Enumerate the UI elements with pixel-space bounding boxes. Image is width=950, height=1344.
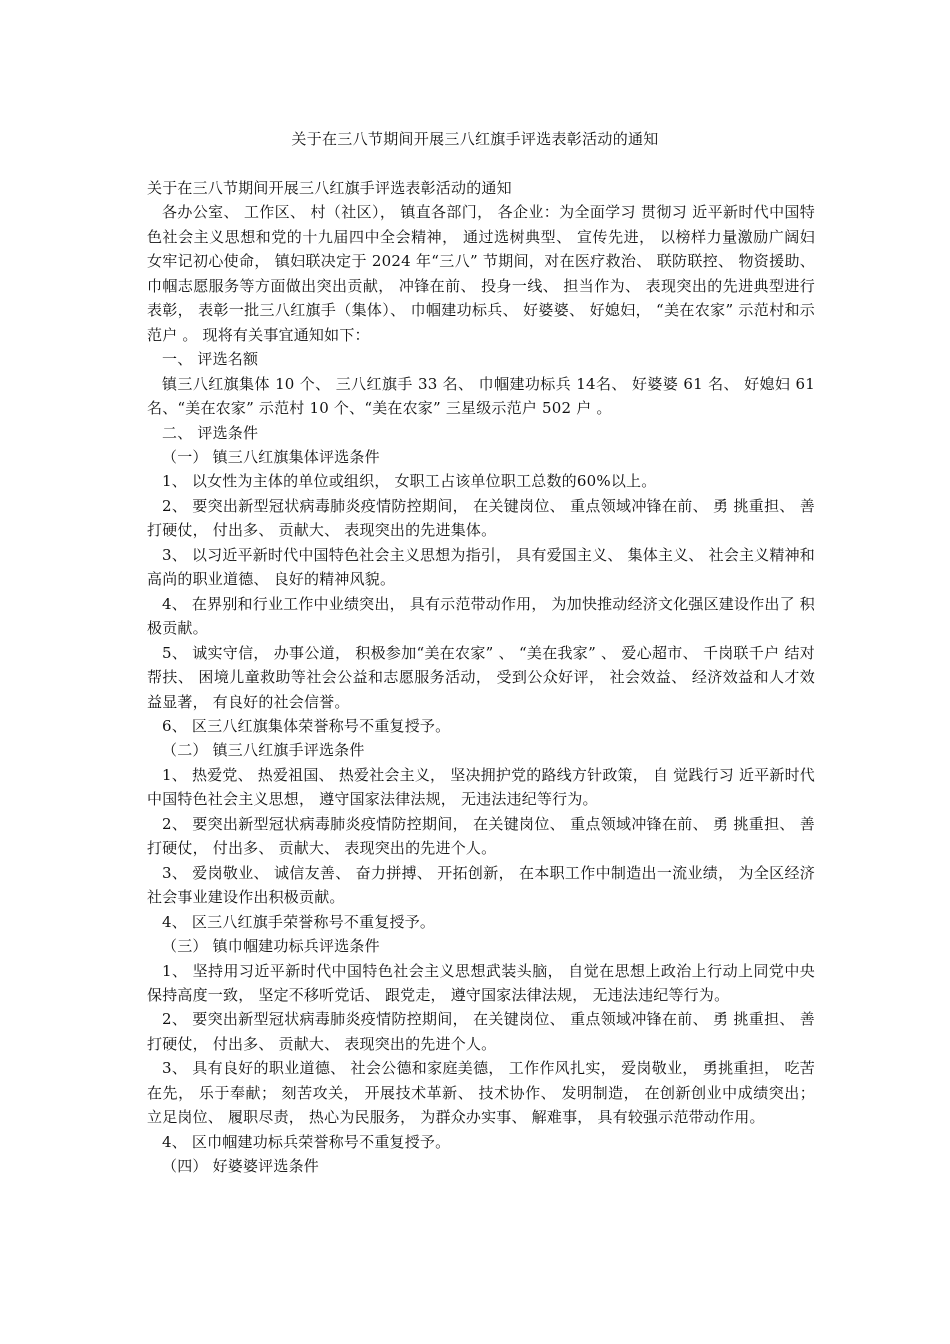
document-body <box>147 176 815 1179</box>
list-item: 2、 要突出新型冠状病毒肺炎疫情防控期间， 在关键岗位、 重点领域冲锋在前、 勇 挑重担、 善打硬仗， 付出多、 贡献大、 表现突出的先进个人。 <box>147 1010 815 1053</box>
subsection-heading-mother-in-law: （四） 好婆婆评选条件 <box>162 1157 319 1176</box>
list-item: 3、 爱岗敬业、 诚信友善、 奋力拼搏、 开拓创新， 在本职工作中制造出一流业绩， 为全区经济社会事业建设作出积极贡献。 <box>147 863 815 907</box>
list-item: 2、 要突出新型冠状病毒肺炎疫情防控期间， 在关键岗位、 重点领域冲锋在前、 勇 挑重担、 善打硬仗， 付出多、 贡献大、 表现突出的先进个人。 <box>147 814 815 858</box>
list-item: 4、 在界别和行业工作中业绩突出， 具有示范带动作用， 为加快推动经济文化强区建设作出了 积极贡献。 <box>147 594 815 638</box>
list-item: 5、 诚实守信， 办事公道， 积极参加“美在农家” 、 “美在我家” 、 爱心超市、 千岗联千户 结对帮扶、 困境儿童救助等社会公益和志愿服务活动， 受到公众好评， 社会效益、 经济效益和人才效益显著， 有良好的社会信誉。 <box>147 643 815 711</box>
section-heading-criteria: 二、 评选条件 <box>162 423 259 442</box>
paragraph-quota: 镇三八红旗集体 10 个、 三八红旗手 33 名、 巾帼建功标兵 14名、 好婆婆 61 名、 好媳妇 61 名、“美在农家” 示范村 10 个、“美在农家” 三星级示范户 502 户 。 <box>147 374 815 418</box>
list-item: 1、 热爱党、 热爱祖国、 热爱社会主义， 坚决拥护党的路线方针政策， 自 觉践行习 近平新时代中国特色社会主义思想， 遵守国家法律法规， 无违法违纪等行为。 <box>147 765 815 809</box>
list-item: 4、 区三八红旗手荣誉称号不重复授予。 <box>162 912 436 931</box>
subsection-heading-individual: （二） 镇三八红旗手评选条件 <box>162 741 365 760</box>
list-item: 1、 坚持用习近平新时代中国特色社会主义思想武装头脑， 自觉在思想上政治上行动上同党中央保持高度一致， 坚定不移听党话、 跟党走， 遵守国家法律法规， 无违法违纪等行为。 <box>147 961 815 1004</box>
paragraph-heading: 关于在三八节期间开展三八红旗手评选表彰活动的通知 <box>147 179 512 197</box>
section-heading-quota: 一、 评选名额 <box>162 350 259 369</box>
list-item: 3、 具有良好的职业道德、 社会公德和家庭美德， 工作作风扎实， 爱岗敬业， 勇挑重担， 吃苦在先， 乐于奉献； 刻苦攻关， 开展技术革新、 技术协作、 发明制造， 在创新创业中成绩突出； 立足岗位、 履职尽责， 热心为民服务， 为群众办实事、 解难事， 具有较强示范带动作用。 <box>147 1059 815 1127</box>
subsection-heading-model-worker: （三） 镇巾帼建功标兵评选条件 <box>162 937 380 956</box>
list-item: 3、 以习近平新时代中国特色社会主义思想为指引， 具有爱国主义、 集体主义、 社会主义精神和高尚的职业道德、 良好的精神风貌。 <box>147 545 815 589</box>
paragraph-intro: 各办公室、 工作区、 村（社区）， 镇直各部门， 各企业：为全面学习 贯彻习 近平新时代中国特色社会主义思想和党的十九届四中全会精神， 通过选树典型、 宣传先进， 以榜样力量激励广阔妇女牢记初心使命， 镇妇联决定于 2024 年“三八” 节期间，对在医疗救治、 联防联控、 物资援助、 巾帼志愿服务等方面做出突出贡献， 冲锋在前、 投身一线、 担当作为、 表现突出的先进典型进行表彰， 表彰一批三八红旗手（集体）、 巾帼建功标兵、 好婆婆、 好媳妇， “美在农家” 示范村和示范户 。 现将有关事宜通知如下： <box>147 203 815 344</box>
list-item: 2、 要突出新型冠状病毒肺炎疫情防控期间， 在关键岗位、 重点领域冲锋在前、 勇 挑重担、 善打硬仗， 付出多、 贡献大、 表现突出的先进集体。 <box>147 496 815 540</box>
subsection-heading-collective: （一） 镇三八红旗集体评选条件 <box>162 447 380 466</box>
list-item: 4、 区巾帼建功标兵荣誉称号不重复授予。 <box>162 1132 451 1151</box>
list-item: 1、 以女性为主体的单位或组织， 女职工占该单位职工总数的60%以上。 <box>162 472 657 491</box>
list-item: 6、 区三八红旗集体荣誉称号不重复授予。 <box>162 716 451 735</box>
document-title: 关于在三八节期间开展三八红旗手评选表彰活动的通知 <box>291 130 659 148</box>
